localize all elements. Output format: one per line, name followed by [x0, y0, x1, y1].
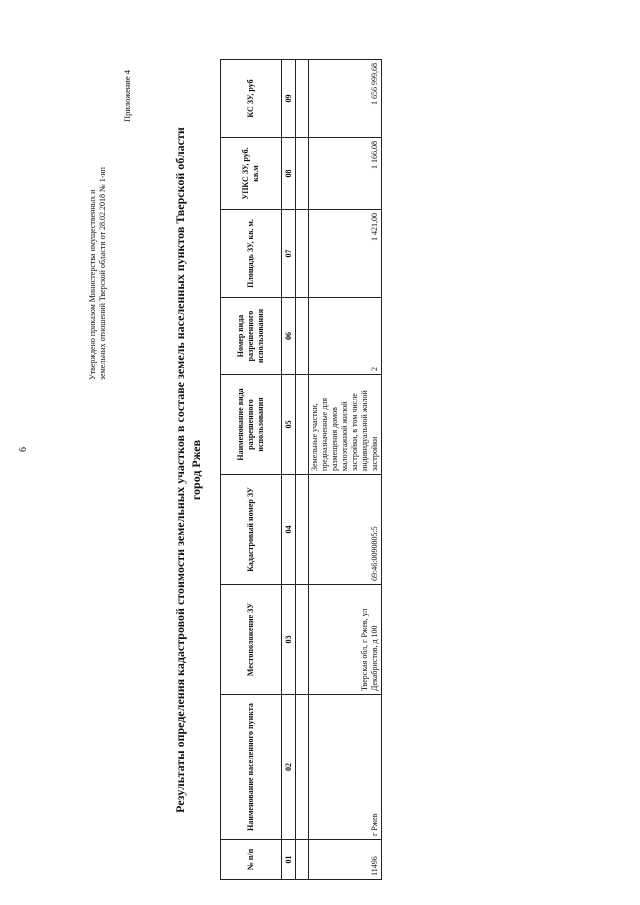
empty-cell	[296, 60, 309, 138]
empty-cell	[296, 210, 309, 298]
approval-note	[88, 80, 108, 380]
column-code: 01	[282, 840, 296, 880]
approval-note-line-1: Утверждено приказом Министерства имущественных и	[88, 189, 97, 380]
column-code: 07	[282, 210, 296, 298]
header-cell: Местоположение ЗУ	[221, 585, 282, 695]
empty-cell	[296, 375, 309, 475]
rotated-page-content	[88, 60, 388, 880]
empty-cell	[296, 298, 309, 375]
plot-location: Тверская обл, г Ржев, ул Декабристов, д 100	[309, 585, 382, 695]
plot-area: 1 421,00	[309, 210, 382, 298]
permitted-use-code: 2	[309, 298, 382, 375]
title-line-2: город Ржев	[189, 439, 203, 501]
row-number: 11496	[309, 840, 382, 880]
header-cell: УПКС ЗУ, руб. кв.м	[221, 138, 282, 210]
column-code: 02	[282, 695, 296, 840]
spacer-row	[296, 60, 309, 880]
header-cell: Наименование вида разрешенного использования	[221, 375, 282, 475]
results-table	[220, 59, 382, 880]
column-code: 04	[282, 475, 296, 585]
table-header-row	[221, 60, 282, 880]
empty-cell	[296, 475, 309, 585]
empty-cell	[296, 840, 309, 880]
column-code-row	[282, 60, 296, 880]
specific-cadastral-value: 1 166,08	[309, 138, 382, 210]
column-code: 03	[282, 585, 296, 695]
empty-cell	[296, 138, 309, 210]
column-code: 08	[282, 138, 296, 210]
header-cell: Номер вида разрешенного использования	[221, 298, 282, 375]
table-row	[309, 60, 382, 880]
settlement-name: г Ржев	[309, 695, 382, 840]
cadastral-value: 1 656 999,68	[309, 60, 382, 138]
header-cell: № п/п	[221, 840, 282, 880]
header-cell: Кадастровый номер ЗУ	[221, 475, 282, 585]
header-cell: Наименование населенного пункта	[221, 695, 282, 840]
page-number: 6	[18, 447, 29, 452]
column-code: 09	[282, 60, 296, 138]
header-cell: КС ЗУ, руб	[221, 60, 282, 138]
appendix-label: Приложение 4	[122, 70, 132, 122]
header-cell: Площадь ЗУ, кв. м.	[221, 210, 282, 298]
approval-note-line-2: земельных отношений Тверской области от 28.02.2018 № 1-нп	[98, 167, 107, 380]
empty-cell	[296, 695, 309, 840]
column-code: 05	[282, 375, 296, 475]
empty-cell	[296, 585, 309, 695]
permitted-use-name: Земельные участки, предназначенные для размещения домов малоэтажной жилой застройки, в том числе индивидуальной жилой застройки	[309, 375, 382, 475]
title-line-1: Результаты определения кадастровой стоимости земельных участков в составе земель населенных пунктов Тверской области	[173, 127, 187, 813]
column-code: 06	[282, 298, 296, 375]
cadastral-number: 69:46:0090805:5	[309, 475, 382, 585]
document-title	[172, 60, 204, 880]
